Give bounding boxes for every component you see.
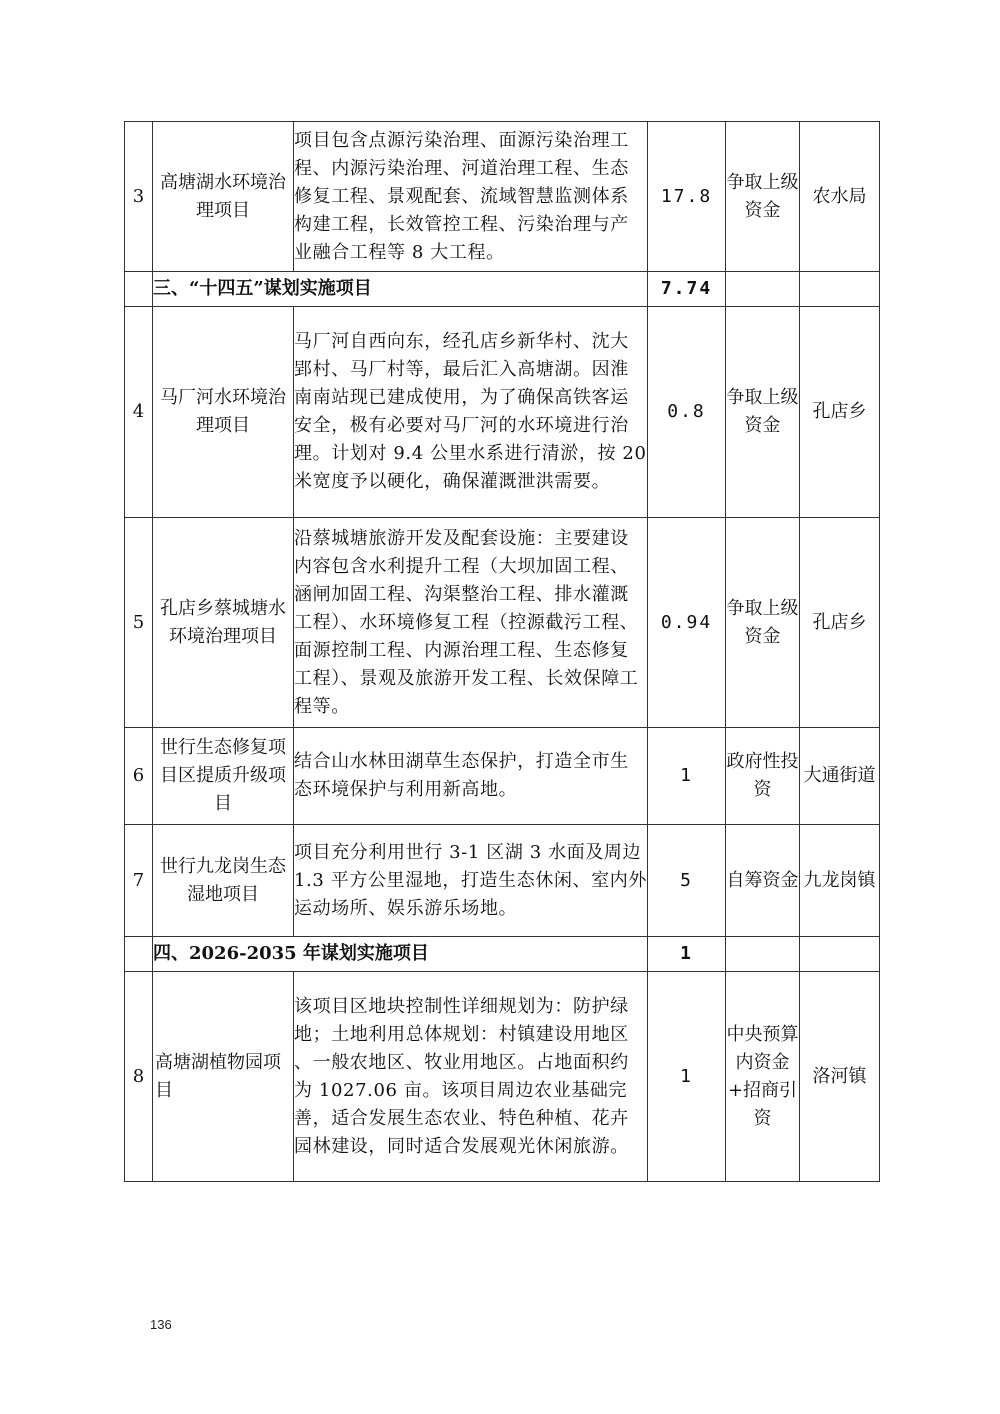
row-number: 3 <box>125 122 153 272</box>
funding-source: 自筹资金 <box>726 825 800 937</box>
project-description: 马厂河自西向东，经孔店乡新华村、沈大郢村、马厂村等，最后汇入高塘湖。因淮南南站现已建成使用，为了确保高铁客运安全，极有必要对马厂河的水环境进行治理。计划对 9.4 公里水系进行清淤，按 20 米宽度予以硬化，确保灌溉泄洪需要。 <box>294 307 648 518</box>
funding-source: 争取上级资金 <box>726 122 800 272</box>
table-row <box>125 122 880 272</box>
page-number: 136 <box>150 1317 172 1332</box>
section-blank-cell <box>800 937 880 972</box>
funding-source: 争取上级资金 <box>726 518 800 728</box>
section-blank-cell <box>800 272 880 307</box>
project-description: 结合山水林田湖草生态保护，打造全市生态环境保护与利用新高地。 <box>294 728 648 825</box>
section-blank-cell <box>726 937 800 972</box>
section-row <box>125 272 880 307</box>
section-blank-cell <box>726 272 800 307</box>
row-number: 8 <box>125 972 153 1182</box>
investment-amount: 1 <box>648 972 726 1182</box>
row-number: 5 <box>125 518 153 728</box>
responsible-unit: 孔店乡 <box>800 307 880 518</box>
responsible-unit: 九龙岗镇 <box>800 825 880 937</box>
section-amount: 1 <box>648 937 726 972</box>
table-row <box>125 972 880 1182</box>
project-name: 马厂河水环境治理项目 <box>153 307 294 518</box>
table-row <box>125 518 880 728</box>
responsible-unit: 大通街道 <box>800 728 880 825</box>
investment-amount: 17.8 <box>648 122 726 272</box>
funding-source: 争取上级资金 <box>726 307 800 518</box>
responsible-unit: 孔店乡 <box>800 518 880 728</box>
table-row <box>125 307 880 518</box>
row-number: 6 <box>125 728 153 825</box>
investment-amount: 0.8 <box>648 307 726 518</box>
table-row <box>125 728 880 825</box>
project-description: 沿蔡城塘旅游开发及配套设施：主要建设内容包含水利提升工程（大坝加固工程、涵闸加固工程、沟渠整治工程、排水灌溉工程）、水环境修复工程（控源截污工程、面源控制工程、内源治理工程、生态修复工程）、景观及旅游开发工程、长效保障工程等。 <box>294 518 648 728</box>
section-blank-cell <box>125 272 153 307</box>
section-row <box>125 937 880 972</box>
project-description: 项目充分利用世行 3-1 区湖 3 水面及周边 1.3 平方公里湿地，打造生态休闲、室内外运动场所、娱乐游乐场地。 <box>294 825 648 937</box>
table-row <box>125 825 880 937</box>
project-description: 项目包含点源污染治理、面源污染治理工程、内源污染治理、河道治理工程、生态修复工程、景观配套、流域智慧监测体系构建工程，长效管控工程、污染治理与产业融合工程等 8 大工程。 <box>294 122 648 272</box>
project-table <box>124 121 880 1182</box>
project-description: 该项目区地块控制性详细规划为：防护绿地；土地利用总体规划：村镇建设用地区 、一般农地区、牧业用地区。占地面积约为 1027.06 亩。该项目周边农业基础完善，适合发展生态农业、特色种植、花卉园林建设，同时适合发展观光休闲旅游。 <box>294 972 648 1182</box>
responsible-unit: 洛河镇 <box>800 972 880 1182</box>
responsible-unit: 农水局 <box>800 122 880 272</box>
section-title: 四、2026-2035 年谋划实施项目 <box>153 937 648 972</box>
row-number: 7 <box>125 825 153 937</box>
project-name: 世行生态修复项目区提质升级项目 <box>153 728 294 825</box>
project-name: 高塘湖水环境治理项目 <box>153 122 294 272</box>
project-name: 世行九龙岗生态湿地项目 <box>153 825 294 937</box>
section-amount: 7.74 <box>648 272 726 307</box>
investment-amount: 0.94 <box>648 518 726 728</box>
project-name: 高塘湖植物园项目 <box>153 972 294 1182</box>
section-blank-cell <box>125 937 153 972</box>
funding-source: 中央预算内资金+招商引资 <box>726 972 800 1182</box>
investment-amount: 1 <box>648 728 726 825</box>
investment-amount: 5 <box>648 825 726 937</box>
funding-source: 政府性投资 <box>726 728 800 825</box>
row-number: 4 <box>125 307 153 518</box>
section-title: 三、“十四五”谋划实施项目 <box>153 272 648 307</box>
project-name: 孔店乡蔡城塘水环境治理项目 <box>153 518 294 728</box>
